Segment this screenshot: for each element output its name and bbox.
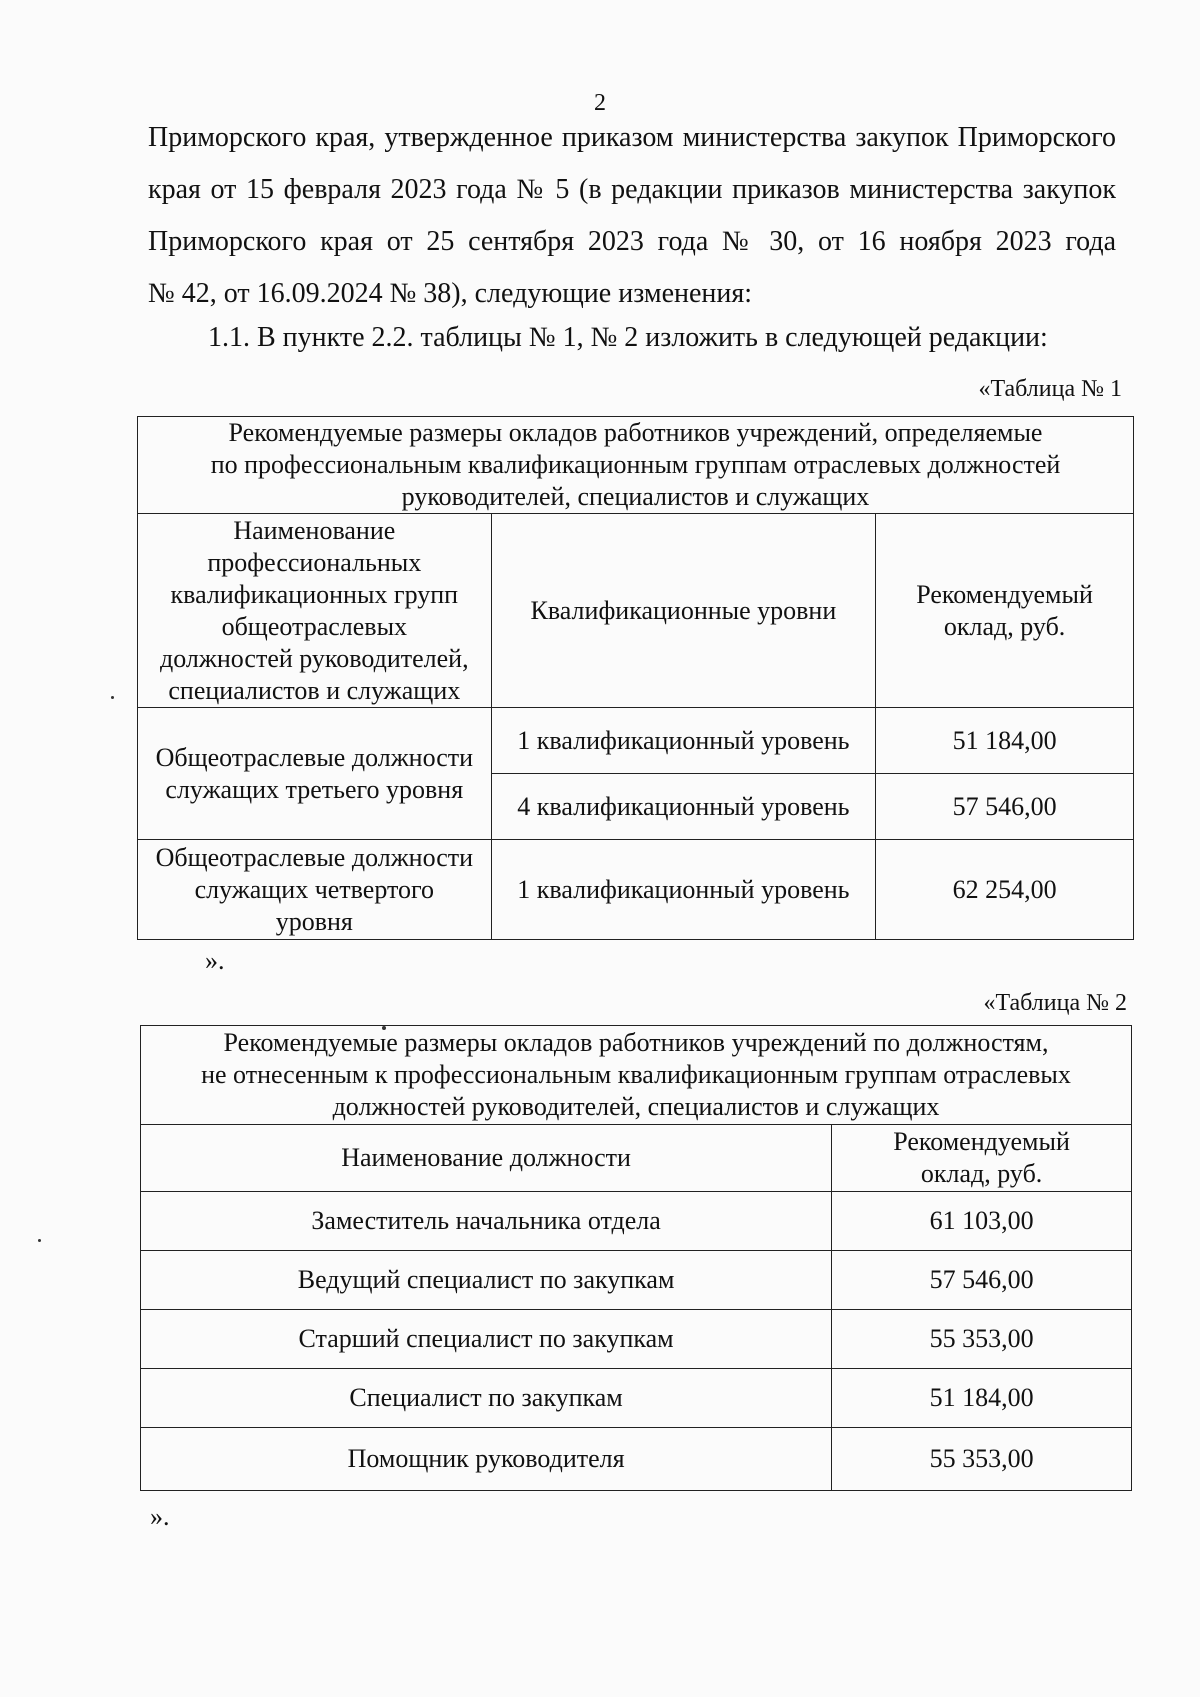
- table1-header-level: Квалификационные уровни: [491, 514, 876, 708]
- table-row: [141, 1310, 1132, 1369]
- item-1-1: 1.1. В пункте 2.2. таблицы № 1, № 2 изложить в следующей редакции:: [208, 322, 1048, 353]
- intro-line: Приморского края от 25 сентября 2023 года № 30, от 16 ноября 2023 года: [148, 226, 1116, 257]
- qualification-level: 1 квалификационный уровень: [491, 840, 876, 940]
- table1-label: «Таблица № 1: [978, 376, 1122, 402]
- table2-header-position: Наименование должности: [141, 1125, 832, 1192]
- salary-table-1: [137, 416, 1134, 940]
- scan-speck: [38, 1239, 41, 1242]
- table-row: [138, 708, 1134, 774]
- table2-header-salary: Рекомендуемый оклад, руб.: [832, 1125, 1132, 1192]
- intro-line: № 42, от 16.09.2024 № 38), следующие изменения:: [148, 278, 753, 309]
- intro-paragraph: [148, 112, 1116, 320]
- position-name: Помощник руководителя: [141, 1428, 832, 1491]
- salary-value: 57 546,00: [832, 1251, 1132, 1310]
- table-row: [141, 1369, 1132, 1428]
- intro-line: Приморского края, утвержденное приказом министерства закупок Приморского: [148, 122, 1116, 153]
- group-name: Общеотраслевые должности служащих четвертого уровня: [138, 840, 492, 940]
- table1-header-group: Наименование профессиональных квалификационных групп общеотраслевых должностей руководителей, специалистов и служащих: [138, 514, 492, 708]
- qualification-level: 1 квалификационный уровень: [491, 708, 876, 774]
- salary-value: 57 546,00: [876, 774, 1134, 840]
- salary-value: 55 353,00: [832, 1310, 1132, 1369]
- table-row: [138, 840, 1134, 940]
- position-name: Специалист по закупкам: [141, 1369, 832, 1428]
- table-row: [141, 1428, 1132, 1491]
- table1-caption-row: [138, 417, 1134, 514]
- table-row: [141, 1192, 1132, 1251]
- salary-value: 55 353,00: [832, 1428, 1132, 1491]
- table1-caption: Рекомендуемые размеры окладов работников учреждений, определяемые по профессиональным квалификационным группам отраслевых должностей руководителей, специалистов и служащих: [138, 417, 1134, 514]
- position-name: Заместитель начальника отдела: [141, 1192, 832, 1251]
- table2-caption-row: [141, 1026, 1132, 1125]
- table2-caption: Рекомендуемые размеры окладов работников учреждений по должностям, не отнесенным к профессиональным квалификационным группам отраслевых должностей руководителей, специалистов и служащих: [141, 1026, 1132, 1125]
- salary-value: 62 254,00: [876, 840, 1134, 940]
- position-name: Ведущий специалист по закупкам: [141, 1251, 832, 1310]
- table1-header-salary: Рекомендуемый оклад, руб.: [876, 514, 1134, 708]
- salary-value: 51 184,00: [876, 708, 1134, 774]
- table2-header-row: [141, 1125, 1132, 1192]
- scan-speck: [111, 696, 114, 699]
- qualification-level: 4 квалификационный уровень: [491, 774, 876, 840]
- table-row: [141, 1251, 1132, 1310]
- salary-value: 51 184,00: [832, 1369, 1132, 1428]
- table2-label: «Таблица № 2: [983, 990, 1127, 1016]
- table1-header-row: [138, 514, 1134, 708]
- table1-closing: ».: [205, 946, 225, 975]
- group-name: Общеотраслевые должности служащих третьего уровня: [138, 708, 492, 840]
- salary-value: 61 103,00: [832, 1192, 1132, 1251]
- salary-table-2: [140, 1025, 1132, 1491]
- position-name: Старший специалист по закупкам: [141, 1310, 832, 1369]
- table2-closing: ».: [150, 1502, 170, 1531]
- page-number: 2: [594, 90, 606, 116]
- intro-line: края от 15 февраля 2023 года № 5 (в редакции приказов министерства закупок: [148, 174, 1116, 205]
